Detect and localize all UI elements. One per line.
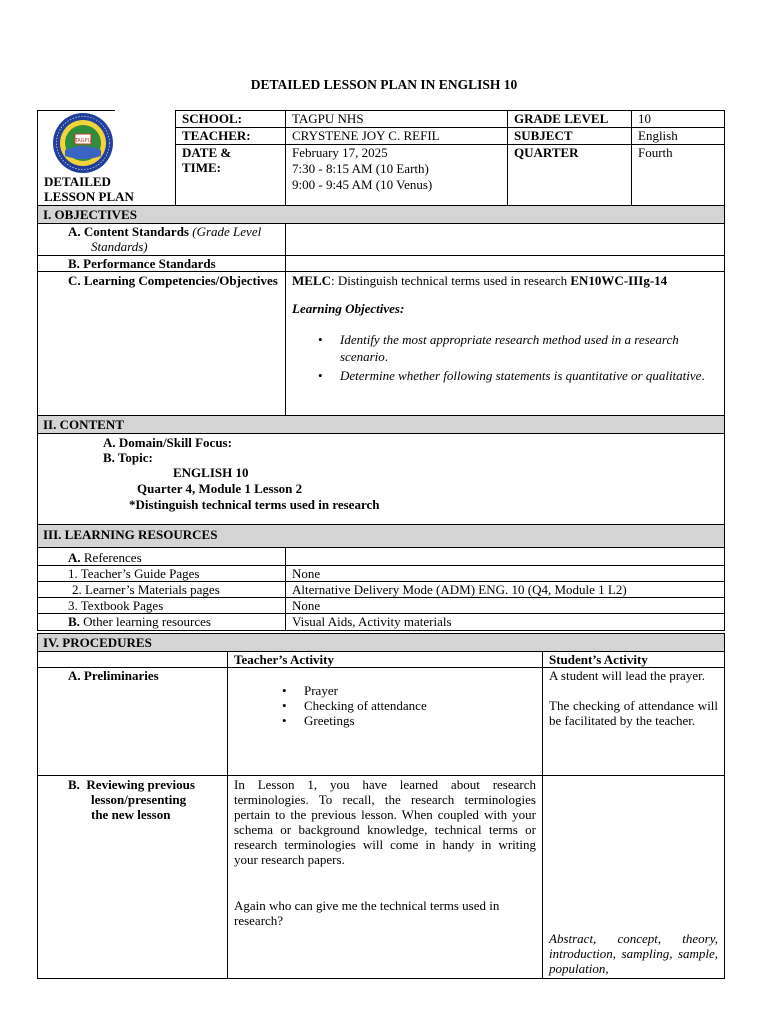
- procedures-blank-header: [38, 652, 228, 668]
- content-standards-label: [38, 224, 286, 256]
- learning-objectives-label: Learning Objectives:: [292, 301, 405, 316]
- reviewing-teacher: [228, 776, 543, 979]
- domain-skill-focus: A. Domain/Skill Focus:: [103, 435, 232, 450]
- topic-label: B. Topic:: [103, 450, 153, 465]
- preliminaries-item: • Greetings: [280, 713, 536, 728]
- melc-label: MELC: [292, 273, 331, 288]
- reviewing-label-line-1: B. Reviewing previous: [68, 777, 195, 792]
- reviewing-student-answer: Abstract, concept, theory, introduction, sampling, sample, population,: [549, 931, 719, 976]
- content-heading: II. CONTENT: [38, 416, 725, 434]
- learning-objective-item: • Identify the most appropriate research method used in a research scenario.: [316, 331, 718, 365]
- other-resources-label: B. Other learning resources: [38, 614, 286, 631]
- preliminaries-label: A. Preliminaries: [38, 668, 228, 776]
- reviewing-student: [543, 776, 725, 979]
- school-value: TAGPU NHS: [286, 111, 508, 128]
- header-table: [37, 110, 725, 206]
- quarter-label: QUARTER: [508, 145, 632, 206]
- school-seal-logo-icon: [52, 112, 114, 174]
- content-standards-value: [286, 224, 725, 256]
- learning-competencies-value: [286, 272, 725, 417]
- learning-objectives-list: [292, 331, 718, 383]
- teacher-value: CRYSTENE JOY C. REFIL: [286, 128, 508, 145]
- subject-label: SUBJECT: [508, 128, 632, 145]
- logo-center-text: TAGPU: [74, 137, 92, 144]
- page-title: DETAILED LESSON PLAN IN ENGLISH 10: [250, 77, 518, 92]
- learners-materials-label: 2. Learner’s Materials pages: [38, 582, 286, 598]
- textbook-pages-label: 3. Textbook Pages: [38, 598, 286, 614]
- reviewing-teacher-question: Again who can give me the technical terms used in research?: [234, 898, 500, 928]
- grade-level-value: 10: [632, 111, 725, 128]
- date-time-value: February 17, 2025 7:30 - 8:15 AM (10 Earth) 9:00 - 9:45 AM (10 Venus): [286, 145, 508, 206]
- preliminaries-teacher: [228, 668, 543, 776]
- learners-materials-value: Alternative Delivery Mode (ADM) ENG. 10 (Q4, Module 1 L2): [286, 582, 725, 598]
- detailed-lesson-plan-label: DETAILED LESSON PLAN: [44, 173, 134, 204]
- reviewing-label-line-3: the new lesson: [91, 807, 171, 822]
- resources-heading: III. LEARNING RESOURCES: [38, 525, 725, 548]
- objectives-table: [37, 205, 725, 417]
- content-table: [37, 415, 725, 526]
- textbook-pages-value: None: [286, 598, 725, 614]
- date-time-label: DATE & TIME:: [176, 145, 286, 206]
- teacher-label: TEACHER:: [176, 128, 286, 145]
- resources-table: [37, 524, 725, 631]
- references-label: A. References: [38, 548, 286, 566]
- reviewing-teacher-paragraph: In Lesson 1, you have learned about research terminologies. To recall, the research terminologies pertain to the previous lesson. When coupled with your schema or background knowledge, technical terms or research terminologies will come in handy in writing your research papers.: [234, 777, 536, 867]
- preliminaries-student: [543, 668, 725, 776]
- content-standards-title: A. Content Standards: [68, 224, 189, 239]
- preliminaries-item: • Checking of attendance: [280, 698, 536, 713]
- performance-standards-value: [286, 256, 725, 272]
- teacher-activity-header: Teacher’s Activity: [228, 652, 543, 668]
- objectives-heading: I. OBJECTIVES: [38, 206, 725, 224]
- student-prayer-text: A student will lead the prayer.: [549, 668, 705, 683]
- references-value: [286, 548, 725, 566]
- teachers-guide-value: None: [286, 566, 725, 582]
- learning-competencies-title: C. Learning Competencies/Objectives: [68, 273, 278, 288]
- performance-standards-label: B. Performance Standards: [38, 256, 286, 272]
- learning-competencies-label: [38, 272, 286, 417]
- student-activity-header: Student’s Activity: [543, 652, 725, 668]
- content-body: [38, 434, 725, 526]
- subject-value: English: [632, 128, 725, 145]
- learning-objective-item: • Determine whether following statements is quantitative or qualitative.: [316, 368, 718, 383]
- melc-text: : Distinguish technical terms used in research: [331, 273, 571, 288]
- content-standards-subtitle: (Grade Level Standards): [91, 224, 262, 254]
- preliminaries-list: [234, 683, 536, 728]
- melc-code: EN10WC-IIIg-14: [570, 273, 668, 288]
- school-label: SCHOOL:: [176, 111, 286, 128]
- other-resources-value: Visual Aids, Activity materials: [286, 614, 725, 631]
- topic-line-2: Quarter 4, Module 1 Lesson 2: [137, 481, 303, 496]
- topic-line-1: ENGLISH 10: [173, 465, 249, 480]
- quarter-value: Fourth: [632, 145, 725, 206]
- teachers-guide-label: 1. Teacher’s Guide Pages: [38, 566, 286, 582]
- preliminaries-item: • Prayer: [280, 683, 536, 698]
- reviewing-label-line-2: lesson/presenting: [91, 792, 187, 807]
- reviewing-lesson-label: [38, 776, 228, 979]
- student-attendance-text: The checking of attendance will be facilitated by the teacher.: [549, 698, 719, 728]
- topic-line-3: *Distinguish technical terms used in research: [129, 497, 380, 512]
- melc-line: [292, 273, 718, 288]
- procedures-table: [37, 633, 725, 979]
- procedures-heading: IV. PROCEDURES: [38, 634, 725, 652]
- grade-level-label: GRADE LEVEL: [508, 111, 632, 128]
- logo-cell: [38, 111, 176, 206]
